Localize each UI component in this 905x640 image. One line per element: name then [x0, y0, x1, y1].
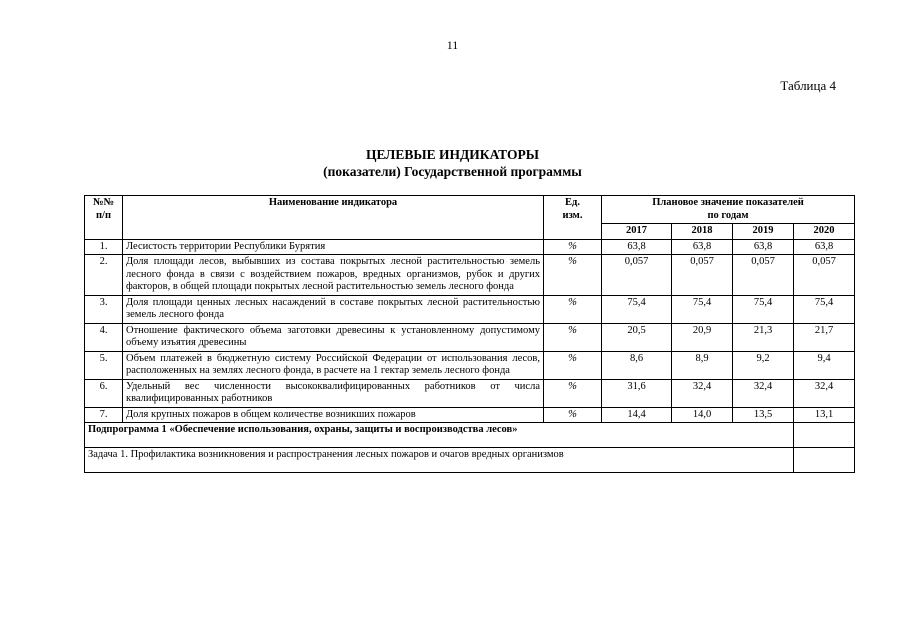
- table-row: [85, 351, 855, 379]
- value-2019: 13,5: [733, 407, 794, 423]
- indicators-table: [84, 195, 855, 473]
- header-year: 2017: [602, 224, 672, 240]
- value-2019: 0,057: [733, 255, 794, 296]
- row-number: 2.: [85, 255, 123, 296]
- value-2017: 63,8: [602, 239, 672, 255]
- indicator-name: Доля крупных пожаров в общем количестве возникших пожаров: [123, 407, 544, 423]
- table-row: [85, 295, 855, 323]
- row-number: 6.: [85, 379, 123, 407]
- value-2020: 75,4: [794, 295, 855, 323]
- indicator-name: Доля площади лесов, выбывших из состава покрытых лесной растительностью земель лесного фонда в связи с воздействием пожаров, вредных организмов, рубок и других факторов, в общей площади покрытых лесной растительностью земель лесного фонда: [123, 255, 544, 296]
- document-title: [0, 146, 905, 180]
- header-planned-values: Плановое значение показателей по годам: [602, 196, 855, 224]
- value-2020: 9,4: [794, 351, 855, 379]
- indicator-name: Доля площади ценных лесных насаждений в составе покрытых лесной растительностью земель лесного фонда: [123, 295, 544, 323]
- value-2017: 0,057: [602, 255, 672, 296]
- table-row: [85, 239, 855, 255]
- value-2018: 8,9: [672, 351, 733, 379]
- value-2017: 31,6: [602, 379, 672, 407]
- title-line-2: (показатели) Государственной программы: [323, 164, 582, 179]
- row-number: 1.: [85, 239, 123, 255]
- title-line-1: ЦЕЛЕВЫЕ ИНДИКАТОРЫ: [365, 147, 539, 162]
- table-row: [85, 255, 855, 296]
- indicator-unit: %: [544, 351, 602, 379]
- empty-cell: [794, 423, 855, 448]
- header-unit: Ед. изм.: [544, 196, 602, 240]
- row-number: 4.: [85, 323, 123, 351]
- value-2018: 75,4: [672, 295, 733, 323]
- value-2017: 20,5: [602, 323, 672, 351]
- subprogram-row: [85, 423, 855, 448]
- indicator-unit: %: [544, 239, 602, 255]
- indicator-unit: %: [544, 323, 602, 351]
- table-row: [85, 407, 855, 423]
- task-row: [85, 448, 855, 473]
- table-row: [85, 379, 855, 407]
- empty-cell: [794, 448, 855, 473]
- row-number: 3.: [85, 295, 123, 323]
- value-2018: 0,057: [672, 255, 733, 296]
- indicator-name: Объем платежей в бюджетную систему Российской Федерации от использования лесов, расположенных на землях лесного фонда, в расчете на 1 гектар земель лесного фонда: [123, 351, 544, 379]
- header-number: №№ п/п: [85, 196, 123, 240]
- indicator-unit: %: [544, 295, 602, 323]
- page-number: 11: [446, 38, 459, 52]
- indicator-name: Лесистость территории Республики Бурятия: [123, 239, 544, 255]
- value-2018: 63,8: [672, 239, 733, 255]
- task-title: Задача 1. Профилактика возникновения и распространения лесных пожаров и очагов вредных организмов: [85, 448, 794, 473]
- value-2019: 32,4: [733, 379, 794, 407]
- value-2017: 75,4: [602, 295, 672, 323]
- value-2018: 32,4: [672, 379, 733, 407]
- value-2018: 14,0: [672, 407, 733, 423]
- subprogram-title: Подпрограмма 1 «Обеспечение использования, охраны, защиты и воспроизводства лесов»: [85, 423, 794, 448]
- value-2017: 14,4: [602, 407, 672, 423]
- value-2020: 0,057: [794, 255, 855, 296]
- header-year: 2020: [794, 224, 855, 240]
- value-2019: 63,8: [733, 239, 794, 255]
- row-number: 7.: [85, 407, 123, 423]
- row-number: 5.: [85, 351, 123, 379]
- value-2020: 13,1: [794, 407, 855, 423]
- value-2018: 20,9: [672, 323, 733, 351]
- value-2019: 75,4: [733, 295, 794, 323]
- indicator-name: Удельный вес численности высококвалифицированных работников от числа квалифицированных работников: [123, 379, 544, 407]
- value-2017: 8,6: [602, 351, 672, 379]
- value-2020: 32,4: [794, 379, 855, 407]
- header-year: 2018: [672, 224, 733, 240]
- value-2020: 21,7: [794, 323, 855, 351]
- indicator-unit: %: [544, 379, 602, 407]
- indicator-unit: %: [544, 407, 602, 423]
- value-2019: 9,2: [733, 351, 794, 379]
- table-label: Таблица 4: [780, 78, 836, 93]
- value-2019: 21,3: [733, 323, 794, 351]
- value-2020: 63,8: [794, 239, 855, 255]
- header-indicator-name: Наименование индикатора: [123, 196, 544, 240]
- indicator-name: Отношение фактического объема заготовки древесины к установленному допустимому объему изъятия древесины: [123, 323, 544, 351]
- indicator-unit: %: [544, 255, 602, 296]
- table-row: [85, 323, 855, 351]
- header-year: 2019: [733, 224, 794, 240]
